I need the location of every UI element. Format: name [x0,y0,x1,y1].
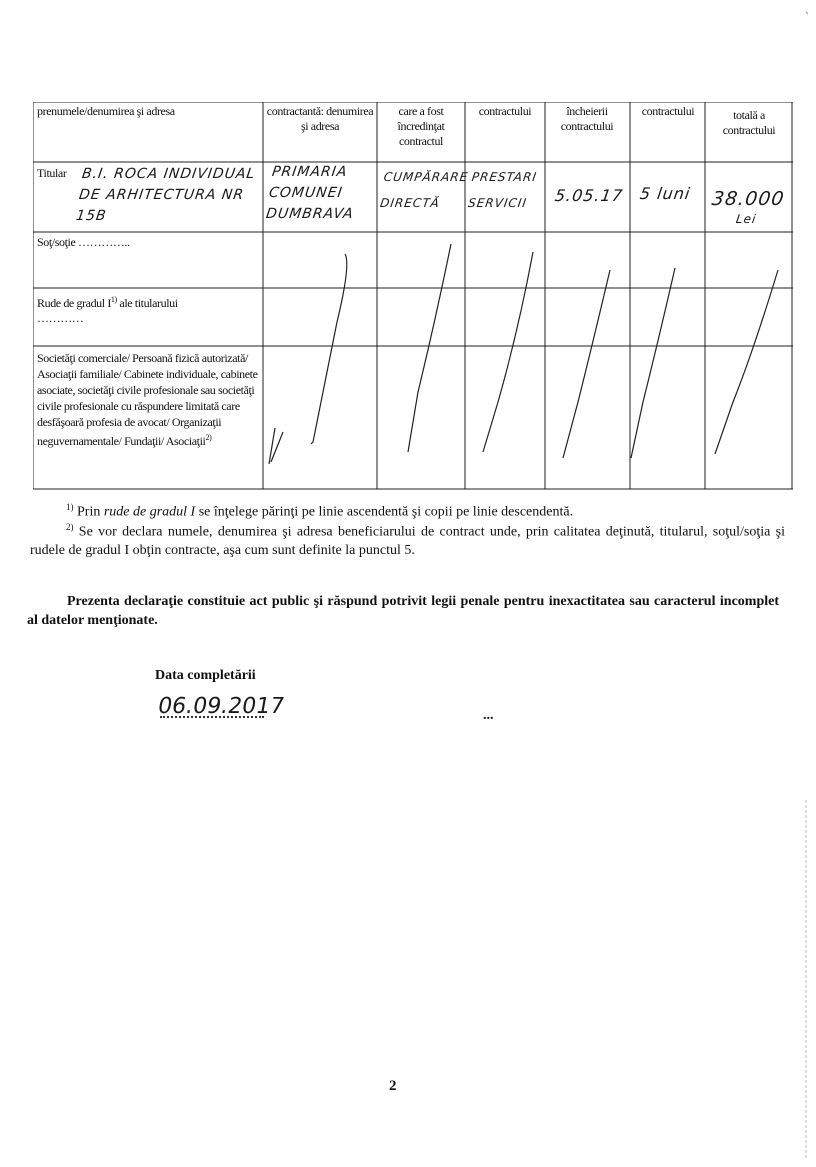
header-col-institution: contractantă: denumirea şi adresa [266,104,374,133]
spouse-label: Soţ/soţie [37,235,76,249]
companies-label-row [37,350,259,449]
titular-currency-handwritten: Lei [735,212,758,226]
header-col-type: contractului [478,104,532,118]
ellipsis: ... [483,708,494,723]
relatives-label-row [37,292,259,326]
header-col-duration: contractului [641,104,695,118]
companies-label: Societăţi comerciale/ Persoană fizică autorizată/ Asociaţii familiale/ Cabinete individuale, cabinete asociate, societăţi civile profesionale sau societăţi civile profesionale cu răspundere limitată care desfăşoară profesia de avocat/ Organizaţii neguvernamentale/ Fundaţii/ Asociaţii [37,351,258,448]
titular-label: Titular [37,166,67,180]
date-dotted-line [160,716,264,718]
titular-value-handwritten: 38.000 [710,188,787,210]
page-number: 2 [389,1078,397,1094]
footnote-2-mark: 2) [66,522,74,532]
footnote-1-emphasis: rude de gradul I [103,504,196,520]
spouse-dots: ………….. [78,235,130,249]
titular-date-handwritten: 5.05.17 [553,186,625,205]
relatives-footnote-mark: 1) [110,295,117,304]
spouse-label-row [37,235,130,250]
titular-procedure-handwritten: CUMPĂRARE DIRECTĂ [379,170,470,210]
footnote-1-mark: 1) [66,502,74,512]
titular-institution-handwritten: PRIMARIA COMUNEI DUMBRAVA [264,164,355,222]
footnote-2-text: Se vor declara numele, denumirea şi adresa beneficiarului de contract unde, prin calitatea deţinută, titularul, soţul/soţia şi rudele de gradul I obţin contracte, aşa cum sunt definite la punctul 5. [30,524,785,558]
header-col-name: prenumele/denumirea şi adresa [37,104,175,118]
relatives-label-tail: ale titularului [116,296,178,310]
titular-type-handwritten: PRESTARI SERVICII [467,170,538,210]
date-value-handwritten: 06.09.2017 [155,694,287,719]
relatives-label: Rude de gradul I [37,296,111,310]
titular-name-handwritten: B.I. ROCA INDIVIDUAL DE ARHITECTURA NR 15B [74,166,257,224]
footnote-1-post: se înţelege părinţi pe linie ascendentă şi copii pe linie descendentă. [195,504,574,520]
declaration-text: Prezenta declaraţie constituie act public şi răspund potrivit legii penale pentru inexactitatea sau caracterul incomplet al datelor menţionate. [27,594,779,628]
header-col-procedure: care a fost încredinţat contractul [397,104,445,148]
strike-line [311,254,347,444]
header-col-date: încheierii contractului [560,104,614,133]
companies-footnote-mark: 2) [205,433,212,442]
footnote-2 [30,518,785,560]
contracts-table [33,102,793,490]
footnote-1-pre: Prin [73,504,104,520]
titular-duration-handwritten: 5 luni [638,184,692,203]
date-label: Data completării [155,668,256,683]
relatives-dots: ………… [37,311,84,325]
header-col-value: totală a contractului [722,108,776,137]
